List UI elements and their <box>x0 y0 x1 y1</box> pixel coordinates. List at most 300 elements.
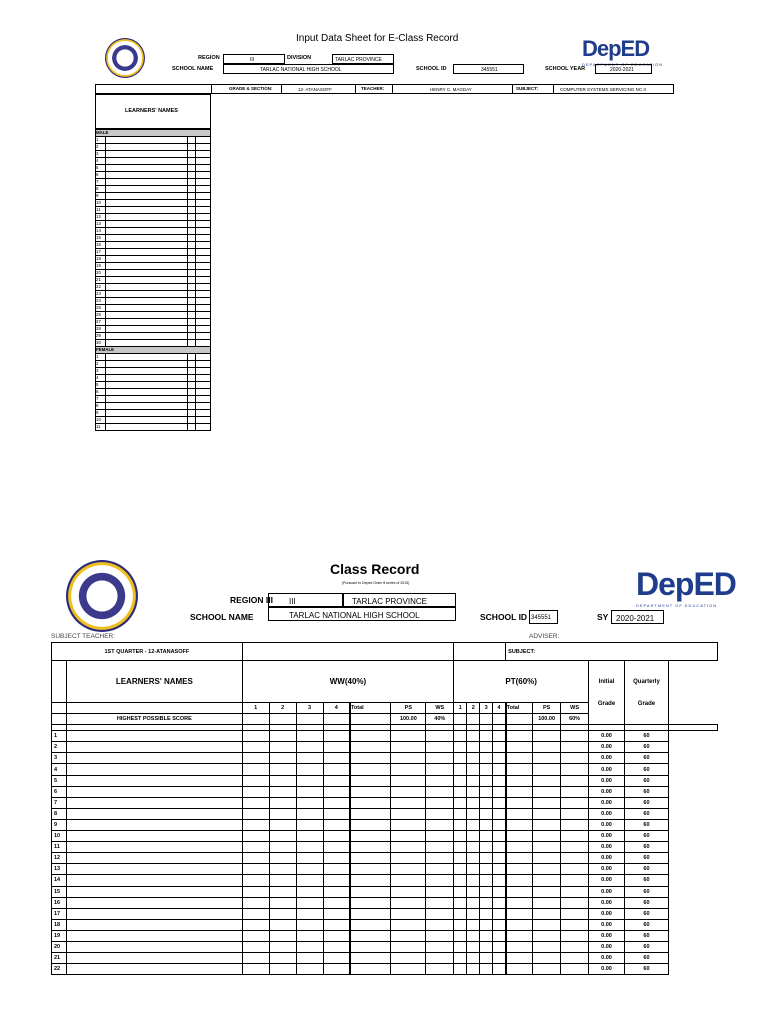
score-cell[interactable] <box>350 875 391 886</box>
score-cell[interactable] <box>533 897 561 908</box>
score-cell[interactable] <box>426 808 454 819</box>
score-cell[interactable] <box>269 742 296 753</box>
score-cell[interactable] <box>426 842 454 853</box>
score-cell[interactable] <box>493 819 506 830</box>
score-cell[interactable] <box>269 941 296 952</box>
score-cell[interactable] <box>391 842 426 853</box>
learner-name-cell[interactable] <box>66 964 242 975</box>
score-cell[interactable] <box>561 808 589 819</box>
score-cell[interactable] <box>480 930 493 941</box>
score-cell[interactable] <box>426 964 454 975</box>
score-cell[interactable] <box>242 853 269 864</box>
score-cell[interactable] <box>391 764 426 775</box>
score-cell[interactable] <box>426 731 454 742</box>
score-cell[interactable] <box>350 831 391 842</box>
learner-name-cell[interactable] <box>66 919 242 930</box>
score-cell[interactable] <box>323 808 350 819</box>
female-name-cell[interactable] <box>105 382 187 389</box>
score-cell[interactable] <box>506 819 533 830</box>
score-cell[interactable] <box>467 808 480 819</box>
score-cell[interactable] <box>533 797 561 808</box>
score-cell[interactable] <box>454 897 467 908</box>
score-cell[interactable] <box>480 941 493 952</box>
score-cell[interactable] <box>323 897 350 908</box>
score-cell[interactable] <box>454 953 467 964</box>
score-cell[interactable] <box>506 842 533 853</box>
score-cell[interactable] <box>480 819 493 830</box>
score-cell[interactable] <box>391 953 426 964</box>
score-cell[interactable] <box>533 764 561 775</box>
score-cell[interactable] <box>480 753 493 764</box>
score-cell[interactable] <box>467 875 480 886</box>
learner-name-cell[interactable] <box>66 797 242 808</box>
female-name-cell[interactable] <box>105 389 187 396</box>
score-cell[interactable] <box>242 875 269 886</box>
score-cell[interactable] <box>493 930 506 941</box>
score-cell[interactable] <box>426 908 454 919</box>
score-cell[interactable] <box>296 919 323 930</box>
score-cell[interactable] <box>533 964 561 975</box>
score-cell[interactable] <box>242 908 269 919</box>
score-cell[interactable] <box>350 742 391 753</box>
score-cell[interactable] <box>533 775 561 786</box>
male-name-cell[interactable] <box>105 186 187 193</box>
score-cell[interactable] <box>506 775 533 786</box>
score-cell[interactable] <box>533 953 561 964</box>
score-cell[interactable] <box>323 742 350 753</box>
score-cell[interactable] <box>391 964 426 975</box>
score-cell[interactable] <box>533 930 561 941</box>
score-cell[interactable] <box>242 964 269 975</box>
score-cell[interactable] <box>480 742 493 753</box>
score-cell[interactable] <box>533 731 561 742</box>
score-cell[interactable] <box>480 764 493 775</box>
score-cell[interactable] <box>467 819 480 830</box>
score-cell[interactable] <box>350 786 391 797</box>
score-cell[interactable] <box>480 908 493 919</box>
score-cell[interactable] <box>467 742 480 753</box>
score-cell[interactable] <box>242 930 269 941</box>
score-cell[interactable] <box>350 753 391 764</box>
score-cell[interactable] <box>561 908 589 919</box>
score-cell[interactable] <box>480 953 493 964</box>
score-cell[interactable] <box>323 786 350 797</box>
learner-name-cell[interactable] <box>66 908 242 919</box>
score-cell[interactable] <box>426 786 454 797</box>
learner-name-cell[interactable] <box>66 742 242 753</box>
score-cell[interactable] <box>467 864 480 875</box>
female-name-cell[interactable] <box>105 403 187 410</box>
score-cell[interactable] <box>480 731 493 742</box>
score-cell[interactable] <box>426 919 454 930</box>
score-cell[interactable] <box>454 886 467 897</box>
male-name-cell[interactable] <box>105 305 187 312</box>
learner-name-cell[interactable] <box>66 764 242 775</box>
learner-name-cell[interactable] <box>66 941 242 952</box>
score-cell[interactable] <box>296 941 323 952</box>
score-cell[interactable] <box>480 786 493 797</box>
score-cell[interactable] <box>454 808 467 819</box>
score-cell[interactable] <box>454 831 467 842</box>
male-name-cell[interactable] <box>105 179 187 186</box>
score-cell[interactable] <box>467 930 480 941</box>
score-cell[interactable] <box>296 831 323 842</box>
learner-name-cell[interactable] <box>66 808 242 819</box>
score-cell[interactable] <box>506 919 533 930</box>
score-cell[interactable] <box>323 853 350 864</box>
score-cell[interactable] <box>493 753 506 764</box>
score-cell[interactable] <box>454 941 467 952</box>
score-cell[interactable] <box>426 831 454 842</box>
score-cell[interactable] <box>480 775 493 786</box>
score-cell[interactable] <box>533 886 561 897</box>
score-cell[interactable] <box>269 919 296 930</box>
score-cell[interactable] <box>506 953 533 964</box>
score-cell[interactable] <box>296 886 323 897</box>
score-cell[interactable] <box>493 775 506 786</box>
score-cell[interactable] <box>561 864 589 875</box>
learner-name-cell[interactable] <box>66 775 242 786</box>
score-cell[interactable] <box>242 775 269 786</box>
score-cell[interactable] <box>296 786 323 797</box>
male-name-cell[interactable] <box>105 326 187 333</box>
score-cell[interactable] <box>296 875 323 886</box>
score-cell[interactable] <box>323 797 350 808</box>
score-cell[interactable] <box>454 819 467 830</box>
score-cell[interactable] <box>323 819 350 830</box>
score-cell[interactable] <box>242 753 269 764</box>
score-cell[interactable] <box>242 842 269 853</box>
score-cell[interactable] <box>323 764 350 775</box>
score-cell[interactable] <box>493 742 506 753</box>
score-cell[interactable] <box>350 953 391 964</box>
score-cell[interactable] <box>533 908 561 919</box>
score-cell[interactable] <box>296 853 323 864</box>
score-cell[interactable] <box>480 831 493 842</box>
score-cell[interactable] <box>561 742 589 753</box>
score-cell[interactable] <box>561 886 589 897</box>
score-cell[interactable] <box>506 742 533 753</box>
male-name-cell[interactable] <box>105 277 187 284</box>
score-cell[interactable] <box>480 808 493 819</box>
score-cell[interactable] <box>480 964 493 975</box>
score-cell[interactable] <box>350 908 391 919</box>
score-cell[interactable] <box>561 964 589 975</box>
learner-name-cell[interactable] <box>66 853 242 864</box>
score-cell[interactable] <box>426 930 454 941</box>
learner-name-cell[interactable] <box>66 831 242 842</box>
score-cell[interactable] <box>323 953 350 964</box>
score-cell[interactable] <box>506 831 533 842</box>
score-cell[interactable] <box>426 742 454 753</box>
score-cell[interactable] <box>350 775 391 786</box>
score-cell[interactable] <box>480 919 493 930</box>
male-name-cell[interactable] <box>105 284 187 291</box>
score-cell[interactable] <box>391 731 426 742</box>
score-cell[interactable] <box>454 964 467 975</box>
score-cell[interactable] <box>350 886 391 897</box>
score-cell[interactable] <box>533 742 561 753</box>
male-name-cell[interactable] <box>105 144 187 151</box>
score-cell[interactable] <box>350 897 391 908</box>
male-name-cell[interactable] <box>105 158 187 165</box>
score-cell[interactable] <box>323 941 350 952</box>
score-cell[interactable] <box>426 953 454 964</box>
score-cell[interactable] <box>506 731 533 742</box>
score-cell[interactable] <box>467 731 480 742</box>
score-cell[interactable] <box>561 731 589 742</box>
score-cell[interactable] <box>467 941 480 952</box>
female-name-cell[interactable] <box>105 368 187 375</box>
male-name-cell[interactable] <box>105 235 187 242</box>
score-cell[interactable] <box>533 875 561 886</box>
score-cell[interactable] <box>506 764 533 775</box>
male-name-cell[interactable] <box>105 340 187 347</box>
score-cell[interactable] <box>493 797 506 808</box>
score-cell[interactable] <box>493 919 506 930</box>
score-cell[interactable] <box>323 919 350 930</box>
score-cell[interactable] <box>391 742 426 753</box>
score-cell[interactable] <box>454 775 467 786</box>
score-cell[interactable] <box>493 864 506 875</box>
score-cell[interactable] <box>242 953 269 964</box>
male-name-cell[interactable] <box>105 193 187 200</box>
score-cell[interactable] <box>454 919 467 930</box>
score-cell[interactable] <box>533 853 561 864</box>
score-cell[interactable] <box>454 731 467 742</box>
score-cell[interactable] <box>493 842 506 853</box>
score-cell[interactable] <box>269 753 296 764</box>
score-cell[interactable] <box>323 842 350 853</box>
score-cell[interactable] <box>533 808 561 819</box>
score-cell[interactable] <box>426 886 454 897</box>
score-cell[interactable] <box>454 875 467 886</box>
score-cell[interactable] <box>269 875 296 886</box>
score-cell[interactable] <box>493 831 506 842</box>
score-cell[interactable] <box>493 853 506 864</box>
score-cell[interactable] <box>242 764 269 775</box>
score-cell[interactable] <box>506 930 533 941</box>
female-name-cell[interactable] <box>105 354 187 361</box>
score-cell[interactable] <box>467 964 480 975</box>
score-cell[interactable] <box>269 908 296 919</box>
score-cell[interactable] <box>391 908 426 919</box>
score-cell[interactable] <box>350 797 391 808</box>
score-cell[interactable] <box>242 897 269 908</box>
score-cell[interactable] <box>480 864 493 875</box>
male-name-cell[interactable] <box>105 270 187 277</box>
score-cell[interactable] <box>269 842 296 853</box>
score-cell[interactable] <box>561 842 589 853</box>
score-cell[interactable] <box>561 775 589 786</box>
learner-name-cell[interactable] <box>66 731 242 742</box>
score-cell[interactable] <box>467 753 480 764</box>
score-cell[interactable] <box>296 842 323 853</box>
score-cell[interactable] <box>454 742 467 753</box>
score-cell[interactable] <box>426 864 454 875</box>
score-cell[interactable] <box>533 831 561 842</box>
score-cell[interactable] <box>242 797 269 808</box>
score-cell[interactable] <box>296 753 323 764</box>
score-cell[interactable] <box>506 886 533 897</box>
score-cell[interactable] <box>467 953 480 964</box>
score-cell[interactable] <box>561 941 589 952</box>
score-cell[interactable] <box>391 919 426 930</box>
score-cell[interactable] <box>269 819 296 830</box>
male-name-cell[interactable] <box>105 207 187 214</box>
score-cell[interactable] <box>350 941 391 952</box>
score-cell[interactable] <box>391 753 426 764</box>
score-cell[interactable] <box>506 897 533 908</box>
score-cell[interactable] <box>493 886 506 897</box>
score-cell[interactable] <box>561 919 589 930</box>
male-name-cell[interactable] <box>105 333 187 340</box>
score-cell[interactable] <box>350 819 391 830</box>
score-cell[interactable] <box>467 797 480 808</box>
score-cell[interactable] <box>296 908 323 919</box>
score-cell[interactable] <box>391 819 426 830</box>
score-cell[interactable] <box>269 764 296 775</box>
score-cell[interactable] <box>269 953 296 964</box>
score-cell[interactable] <box>426 875 454 886</box>
score-cell[interactable] <box>480 842 493 853</box>
score-cell[interactable] <box>296 964 323 975</box>
score-cell[interactable] <box>426 819 454 830</box>
male-name-cell[interactable] <box>105 263 187 270</box>
score-cell[interactable] <box>242 786 269 797</box>
score-cell[interactable] <box>561 831 589 842</box>
score-cell[interactable] <box>426 941 454 952</box>
score-cell[interactable] <box>493 897 506 908</box>
score-cell[interactable] <box>391 775 426 786</box>
score-cell[interactable] <box>533 919 561 930</box>
score-cell[interactable] <box>467 786 480 797</box>
score-cell[interactable] <box>506 908 533 919</box>
learner-name-cell[interactable] <box>66 953 242 964</box>
score-cell[interactable] <box>426 897 454 908</box>
male-name-cell[interactable] <box>105 319 187 326</box>
score-cell[interactable] <box>242 941 269 952</box>
score-cell[interactable] <box>350 964 391 975</box>
score-cell[interactable] <box>493 875 506 886</box>
score-cell[interactable] <box>323 731 350 742</box>
score-cell[interactable] <box>323 753 350 764</box>
score-cell[interactable] <box>323 831 350 842</box>
score-cell[interactable] <box>493 953 506 964</box>
score-cell[interactable] <box>561 953 589 964</box>
score-cell[interactable] <box>323 875 350 886</box>
male-name-cell[interactable] <box>105 228 187 235</box>
male-name-cell[interactable] <box>105 249 187 256</box>
score-cell[interactable] <box>391 786 426 797</box>
score-cell[interactable] <box>506 797 533 808</box>
score-cell[interactable] <box>296 864 323 875</box>
score-cell[interactable] <box>561 786 589 797</box>
score-cell[interactable] <box>426 764 454 775</box>
score-cell[interactable] <box>506 964 533 975</box>
score-cell[interactable] <box>242 831 269 842</box>
score-cell[interactable] <box>350 853 391 864</box>
score-cell[interactable] <box>454 864 467 875</box>
score-cell[interactable] <box>493 808 506 819</box>
score-cell[interactable] <box>454 764 467 775</box>
score-cell[interactable] <box>296 808 323 819</box>
score-cell[interactable] <box>454 797 467 808</box>
score-cell[interactable] <box>506 753 533 764</box>
score-cell[interactable] <box>506 864 533 875</box>
male-name-cell[interactable] <box>105 165 187 172</box>
score-cell[interactable] <box>296 731 323 742</box>
score-cell[interactable] <box>391 864 426 875</box>
score-cell[interactable] <box>467 764 480 775</box>
score-cell[interactable] <box>269 831 296 842</box>
score-cell[interactable] <box>323 886 350 897</box>
learner-name-cell[interactable] <box>66 819 242 830</box>
score-cell[interactable] <box>296 742 323 753</box>
male-name-cell[interactable] <box>105 312 187 319</box>
learner-name-cell[interactable] <box>66 897 242 908</box>
score-cell[interactable] <box>493 908 506 919</box>
score-cell[interactable] <box>296 930 323 941</box>
score-cell[interactable] <box>269 964 296 975</box>
score-cell[interactable] <box>269 797 296 808</box>
male-name-cell[interactable] <box>105 256 187 263</box>
score-cell[interactable] <box>506 875 533 886</box>
score-cell[interactable] <box>242 819 269 830</box>
female-name-cell[interactable] <box>105 375 187 382</box>
score-cell[interactable] <box>296 819 323 830</box>
score-cell[interactable] <box>561 875 589 886</box>
score-cell[interactable] <box>350 808 391 819</box>
score-cell[interactable] <box>296 764 323 775</box>
score-cell[interactable] <box>561 819 589 830</box>
score-cell[interactable] <box>533 864 561 875</box>
score-cell[interactable] <box>391 886 426 897</box>
score-cell[interactable] <box>454 908 467 919</box>
score-cell[interactable] <box>493 786 506 797</box>
male-name-cell[interactable] <box>105 291 187 298</box>
score-cell[interactable] <box>493 964 506 975</box>
score-cell[interactable] <box>561 753 589 764</box>
score-cell[interactable] <box>391 875 426 886</box>
score-cell[interactable] <box>296 897 323 908</box>
score-cell[interactable] <box>269 897 296 908</box>
score-cell[interactable] <box>391 941 426 952</box>
score-cell[interactable] <box>467 886 480 897</box>
score-cell[interactable] <box>561 897 589 908</box>
score-cell[interactable] <box>350 842 391 853</box>
score-cell[interactable] <box>480 853 493 864</box>
score-cell[interactable] <box>467 842 480 853</box>
score-cell[interactable] <box>296 775 323 786</box>
score-cell[interactable] <box>533 941 561 952</box>
male-name-cell[interactable] <box>105 221 187 228</box>
female-name-cell[interactable] <box>105 417 187 424</box>
female-name-cell[interactable] <box>105 396 187 403</box>
female-name-cell[interactable] <box>105 361 187 368</box>
score-cell[interactable] <box>467 919 480 930</box>
score-cell[interactable] <box>269 930 296 941</box>
score-cell[interactable] <box>480 897 493 908</box>
score-cell[interactable] <box>269 864 296 875</box>
score-cell[interactable] <box>506 808 533 819</box>
female-name-cell[interactable] <box>105 424 187 431</box>
male-name-cell[interactable] <box>105 242 187 249</box>
score-cell[interactable] <box>467 897 480 908</box>
score-cell[interactable] <box>426 853 454 864</box>
score-cell[interactable] <box>323 930 350 941</box>
female-name-cell[interactable] <box>105 410 187 417</box>
